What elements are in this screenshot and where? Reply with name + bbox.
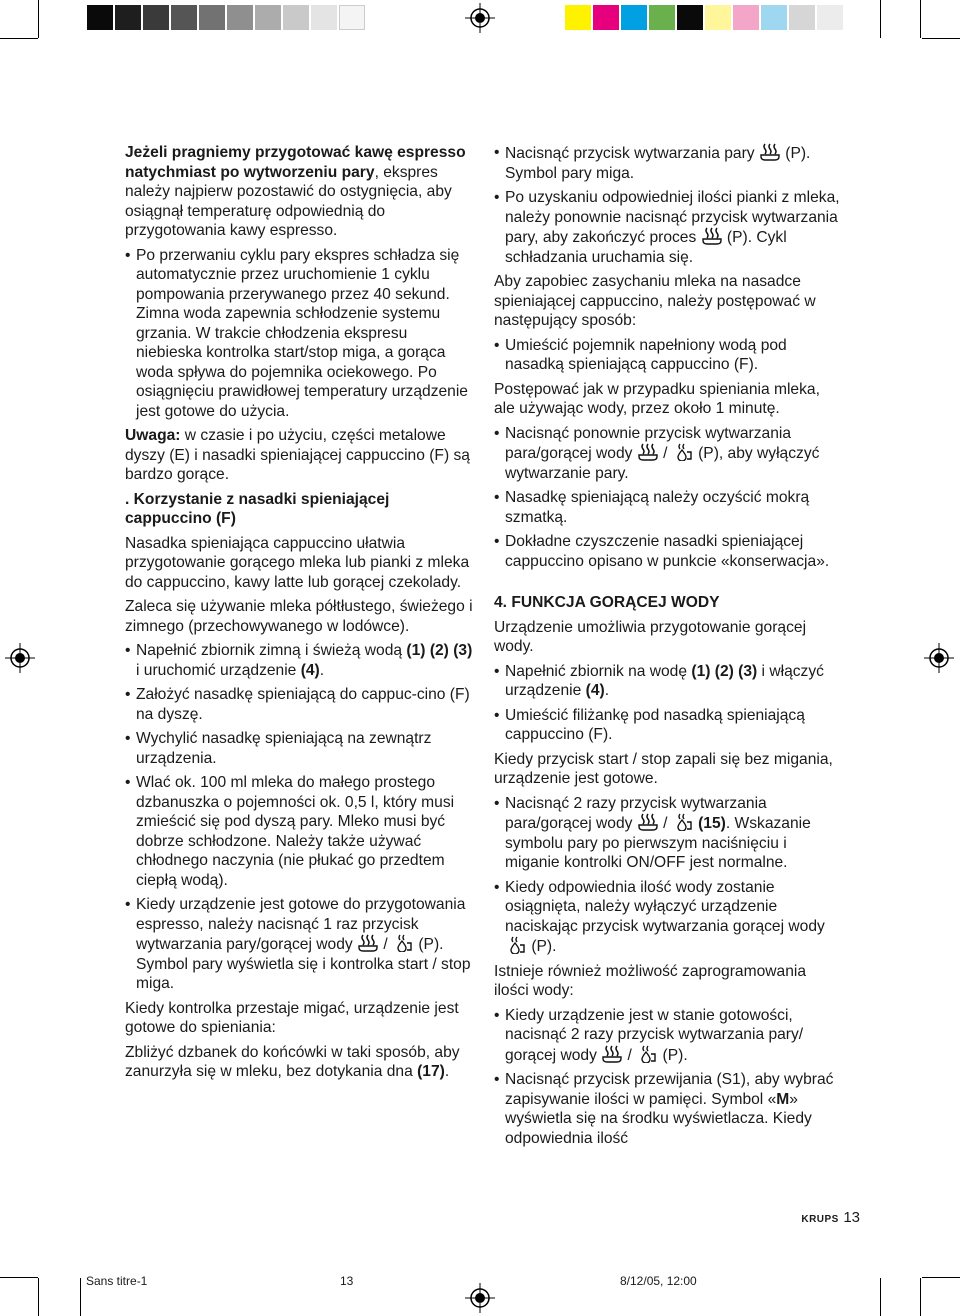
paragraph: Zbliżyć dzbanek do końcówki w taki sposób, aby zanurzyła się w mleku, bez dotykania dna (17). [125,1043,460,1080]
hot-water-icon [636,1045,658,1063]
list-item: • Kiedy odpowiednia ilość wody zostanie osiągnięta, należy wyłączyć urządzenie naciskając przycisk wytwarzania gorącej wody (P). [494,878,844,957]
steam-icon [701,227,723,245]
slug-page-number: 13 [340,1274,354,1288]
brand-logo: KRUPS [801,1214,839,1225]
gray-swatch [171,5,197,30]
steam-icon [357,934,379,952]
color-swatch [705,5,731,30]
paragraph: Nasadka spieniająca cappuccino ułatwia przygotowanie gorącego mleka lub pianki z mleka do cappuccino, kawy latte lub gorącej czekolady. [125,534,470,591]
paragraph: Aby zapobiec zasychaniu mleka na nasadce spieniającej cappuccino, należy postępować w następujący sposób: [494,273,816,329]
color-swatch [733,5,759,30]
page-footer [780,1209,860,1227]
list-item: • Kiedy urządzenie jest w stanie gotowości, nacisnąć 2 razy przycisk wytwarzania pary/ gorącej wody / (P). [494,1006,844,1066]
registration-mark-left [5,643,35,673]
right-column [494,143,844,1153]
gray-swatch [87,5,113,30]
list-item: • Nacisnąć ponownie przycisk wytwarzania para/gorącej wody / (P), aby wyłączyć wytwarzanie pary. [494,424,844,484]
list-item: • Nacisnąć przycisk wytwarzania pary (P). Symbol pary miga. [494,143,844,183]
slug-date: 8/12/05, 12:00 [620,1274,697,1288]
hot-water-icon [392,934,414,952]
paragraph: Kiedy kontrolka przestaje migać, urządzenie jest gotowe do spieniania: [125,999,459,1036]
list-item: • Umieścić filiżankę pod nasadką spieniającą cappuccino (F). [494,706,844,745]
gray-swatch [227,5,253,30]
paragraph: Zaleca się używanie mleka półtłustego, świeżego i zimnego (przechowywanego w lodówce). [125,598,473,635]
list-item: • Umieścić pojemnik napełniony wodą pod nasadką spieniającą cappuccino (F). [494,336,844,375]
note-paragraph: Uwaga: w czasie i po użyciu, części metalowe dyszy (E) i nasadki spieniającej cappuccino (F) są bardzo gorące. [125,427,470,483]
intro-paragraph: Jeżeli pragniemy przygotować kawę espresso natychmiast po wytworzeniu pary, ekspres należy najpierw pozostawić do ostygnięcia, aby osiągnął temperaturę odpowiednią do przygotowania kawy espresso. [125,144,466,239]
steam-icon [601,1045,623,1063]
list-item: • Nacisnąć 2 razy przycisk wytwarzania para/gorącej wody / (15). Wskazanie symbolu pary po pierwszym naciśnięciu i miganie kontrolki ON/OFF jest normalne. [494,794,844,873]
registration-mark-top [465,3,495,33]
section-heading: 4. FUNKCJA GORĄCEJ WODY [494,594,720,611]
list-item: • Nacisnąć przycisk przewijania (S1), aby wybrać zapisywanie ilości w pamięci. Symbol «M» wyświetla się na środku wyświetlacza. Kiedy odpowiednia ilość [494,1070,844,1148]
page-number: 13 [843,1209,860,1226]
list-item: • Napełnić zbiornik na wodę (1) (2) (3) i włączyć urządzenie (4). [494,662,844,701]
section-heading: . Korzystanie z nasadki spieniającej cappuccino (F) [125,490,390,527]
paragraph: Istnieje również możliwość zaprogramowania ilości wody: [494,962,807,999]
list-item: • Po przerwaniu cyklu pary ekspres schładza się automatycznie przez uruchomienie 1 cyklu pompowania przerywanego przez 40 sekund. Zimna woda zapewnia schłodzenie systemu grzania. W trakcie chłodzenia ekspresu niebieska kontrolka start/stop miga, a gorąca woda spływa do pojemnika ociekowego. Po osiągnięciu prawidłowej temperatury urządzenie jest gotowe do użycia. [125,246,475,422]
list-item: • Napełnić zbiornik zimną i świeżą wodą (1) (2) (3) i uruchomić urządzenie (4). [125,641,475,680]
list-item: • Wychylić nasadkę spieniającą na zewnątrz urządzenia. [125,729,475,768]
registration-mark-right [924,643,954,673]
color-swatch [593,5,619,30]
color-swatch [677,5,703,30]
registration-mark-bottom [465,1283,495,1313]
steam-icon [759,143,781,161]
list-item: • Nasadkę spieniającą należy oczyścić mokrą szmatką. [494,488,844,527]
steam-icon [637,443,659,461]
list-item: • Wlać ok. 100 ml mleka do małego prostego dzbanuszka o pojemności ok. 0,5 l, który musi zmieścić się pod dyszą pary. Mleko musi być dobrze schłodzone. Należy także używać chłodnego naczynia (nie płukać go przedtem ciepłą wodą). [125,773,475,890]
list-item: • Po uzyskaniu odpowiedniej ilości pianki z mleka, należy ponownie nacisnąć przycisk wytwarzania pary, aby zakończyć proces (P). Cykl schładzania uruchamia się. [494,188,844,267]
gray-swatch [311,5,337,30]
gray-swatch [115,5,141,30]
steam-icon [637,813,659,831]
color-swatch [761,5,787,30]
color-swatch [789,5,815,30]
paragraph: Kiedy przycisk start / stop zapali się bez migania, urządzenie jest gotowe. [494,750,833,787]
gray-swatch [255,5,281,30]
paragraph: Urządzenie umożliwia przygotowanie gorącej wody. [494,618,807,655]
color-swatch [649,5,675,30]
gray-swatch [143,5,169,30]
list-item: • Dokładne czyszczenie nasadki spieniającej cappuccino opisano w punkcie «konserwacja». [494,532,844,571]
hot-water-icon [672,443,694,461]
gray-swatch [199,5,225,30]
color-swatch [565,5,591,30]
gray-swatch [283,5,309,30]
color-swatch [817,5,843,30]
slug-file-name: Sans titre-1 [86,1274,148,1288]
hot-water-icon [505,936,527,954]
left-column [125,143,475,1087]
list-item: • Założyć nasadkę spieniającą do cappuc-cino (F) na dyszę. [125,685,475,724]
color-swatch [621,5,647,30]
list-item: • Kiedy urządzenie jest gotowe do przygotowania espresso, należy nacisnąć 1 raz przycisk wytwarzania pary/gorącej wody / (P). Symbol pary wyświetla się i kontrolka start / stop miga. [125,895,475,994]
hot-water-icon [672,813,694,831]
paragraph: Postępować jak w przypadku spieniania mleka, ale używając wody, przez około 1 minutę. [494,380,820,417]
gray-swatch [339,5,365,30]
